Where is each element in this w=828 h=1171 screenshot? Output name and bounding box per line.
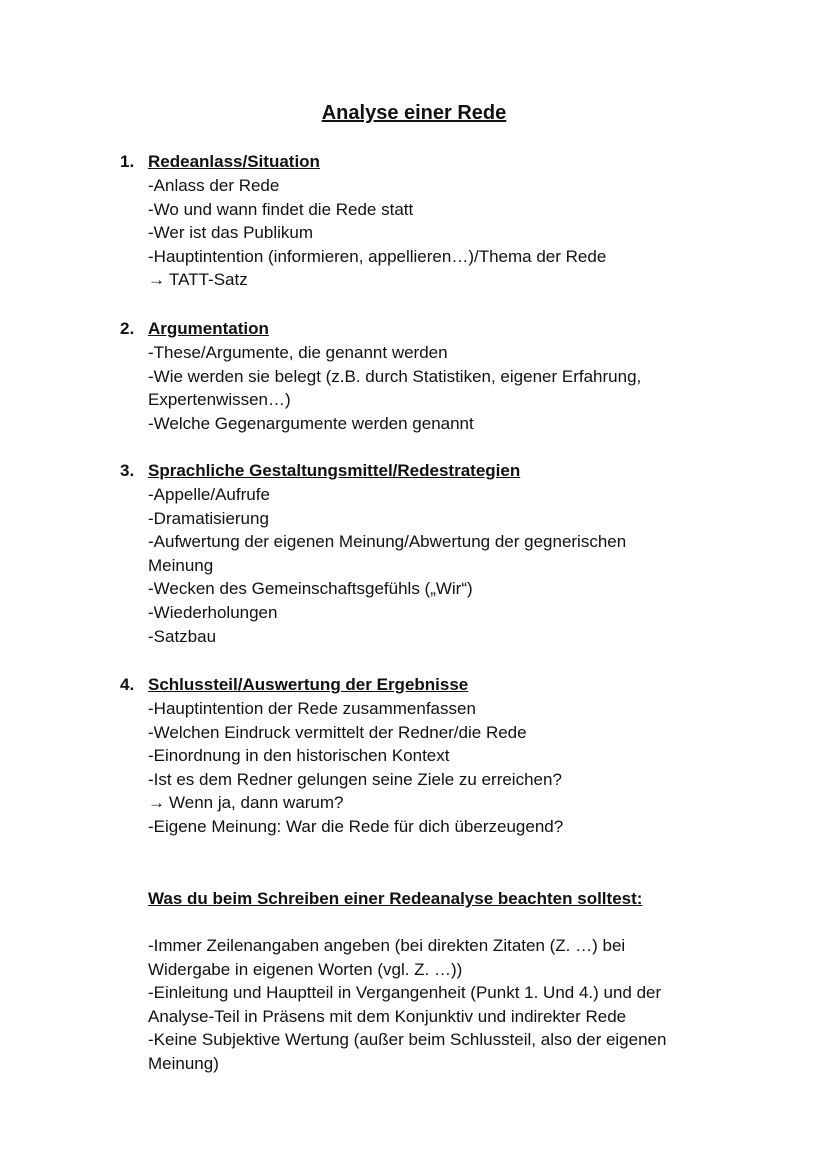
section-lines <box>120 697 720 839</box>
section-title: Redeanlass/Situation <box>148 152 320 171</box>
tips-line: Widergabe in eigenen Worten (vgl. Z. …)) <box>148 959 463 979</box>
list-item: -Welchen Eindruck vermittelt der Redner/die Rede <box>148 722 527 742</box>
list-item: -These/Argumente, die genannt werden <box>148 343 448 362</box>
tips-line: -Einleitung und Hauptteil in Vergangenheit (Punkt 1. Und 4.) und der <box>148 983 662 1003</box>
list-item: -Hauptintention der Rede zusammenfassen <box>148 699 476 718</box>
section-number: 3. <box>120 461 135 480</box>
list-item-text: Wenn ja, dann warum? <box>169 793 344 813</box>
section-sprachliche-mittel <box>120 459 720 648</box>
list-item: -Wie werden sie belegt (z.B. durch Statistiken, eigener Erfahrung, <box>148 366 642 386</box>
list-item: -Eigene Meinung: War die Rede für dich überzeugend? <box>148 816 564 836</box>
list-item-arrow <box>148 791 720 815</box>
section-number: 2. <box>120 319 135 338</box>
section-argumentation <box>120 317 720 435</box>
section-heading <box>120 673 720 697</box>
tips-line: -Keine Subjektive Wertung (außer beim Schlussteil, also der eigenen <box>148 1030 667 1050</box>
arrow-right-icon: → <box>148 793 165 813</box>
section-redeanlass <box>120 150 720 292</box>
section-lines <box>120 483 720 648</box>
list-item: Meinung <box>148 555 214 575</box>
list-item: -Ist es dem Redner gelungen seine Ziele zu erreichen? <box>148 769 562 789</box>
section-schlussteil <box>120 673 720 839</box>
list-item: Expertenwissen…) <box>148 390 291 410</box>
section-title: Argumentation <box>148 319 269 338</box>
tips-list <box>148 934 748 1076</box>
section-lines <box>120 174 720 292</box>
section-heading <box>120 459 720 483</box>
list-item: -Wiederholungen <box>148 602 278 622</box>
section-heading <box>120 317 720 341</box>
list-item: -Wecken des Gemeinschaftsgefühls („Wir“) <box>148 579 473 599</box>
tips-line: -Immer Zeilenangaben angeben (bei direkten Zitaten (Z. …) bei <box>148 936 626 955</box>
section-number: 1. <box>120 152 135 171</box>
list-item: -Appelle/Aufrufe <box>148 485 270 504</box>
page-title: Analyse einer Rede <box>321 102 507 124</box>
tips-line: Meinung) <box>148 1053 219 1073</box>
list-item: -Einordnung in den historischen Kontext <box>148 746 450 766</box>
section-title: Sprachliche Gestaltungsmittel/Redestrategien <box>148 461 521 480</box>
section-number: 4. <box>120 675 135 694</box>
list-item: -Anlass der Rede <box>148 176 280 195</box>
section-title: Schlussteil/Auswertung der Ergebnisse <box>148 675 469 694</box>
list-item-arrow <box>148 268 720 292</box>
list-item: -Welche Gegenargumente werden genannt <box>148 413 474 433</box>
list-item: -Wer ist das Publikum <box>148 223 314 243</box>
list-item: -Satzbau <box>148 626 217 646</box>
arrow-right-icon: → <box>148 270 165 290</box>
list-item: -Wo und wann findet die Rede statt <box>148 199 414 219</box>
list-item: -Aufwertung der eigenen Meinung/Abwertung der gegnerischen <box>148 532 627 552</box>
section-heading <box>120 150 720 174</box>
tips-line: Analyse-Teil in Präsens mit dem Konjunktiv und indirekter Rede <box>148 1006 627 1026</box>
list-item: -Hauptintention (informieren, appellieren…)/Thema der Rede <box>148 246 607 266</box>
list-item: -Dramatisierung <box>148 508 269 528</box>
section-lines <box>120 341 720 435</box>
tips-heading: Was du beim Schreiben einer Redeanalyse beachten solltest: <box>148 889 643 908</box>
list-item-text: TATT-Satz <box>169 270 248 290</box>
